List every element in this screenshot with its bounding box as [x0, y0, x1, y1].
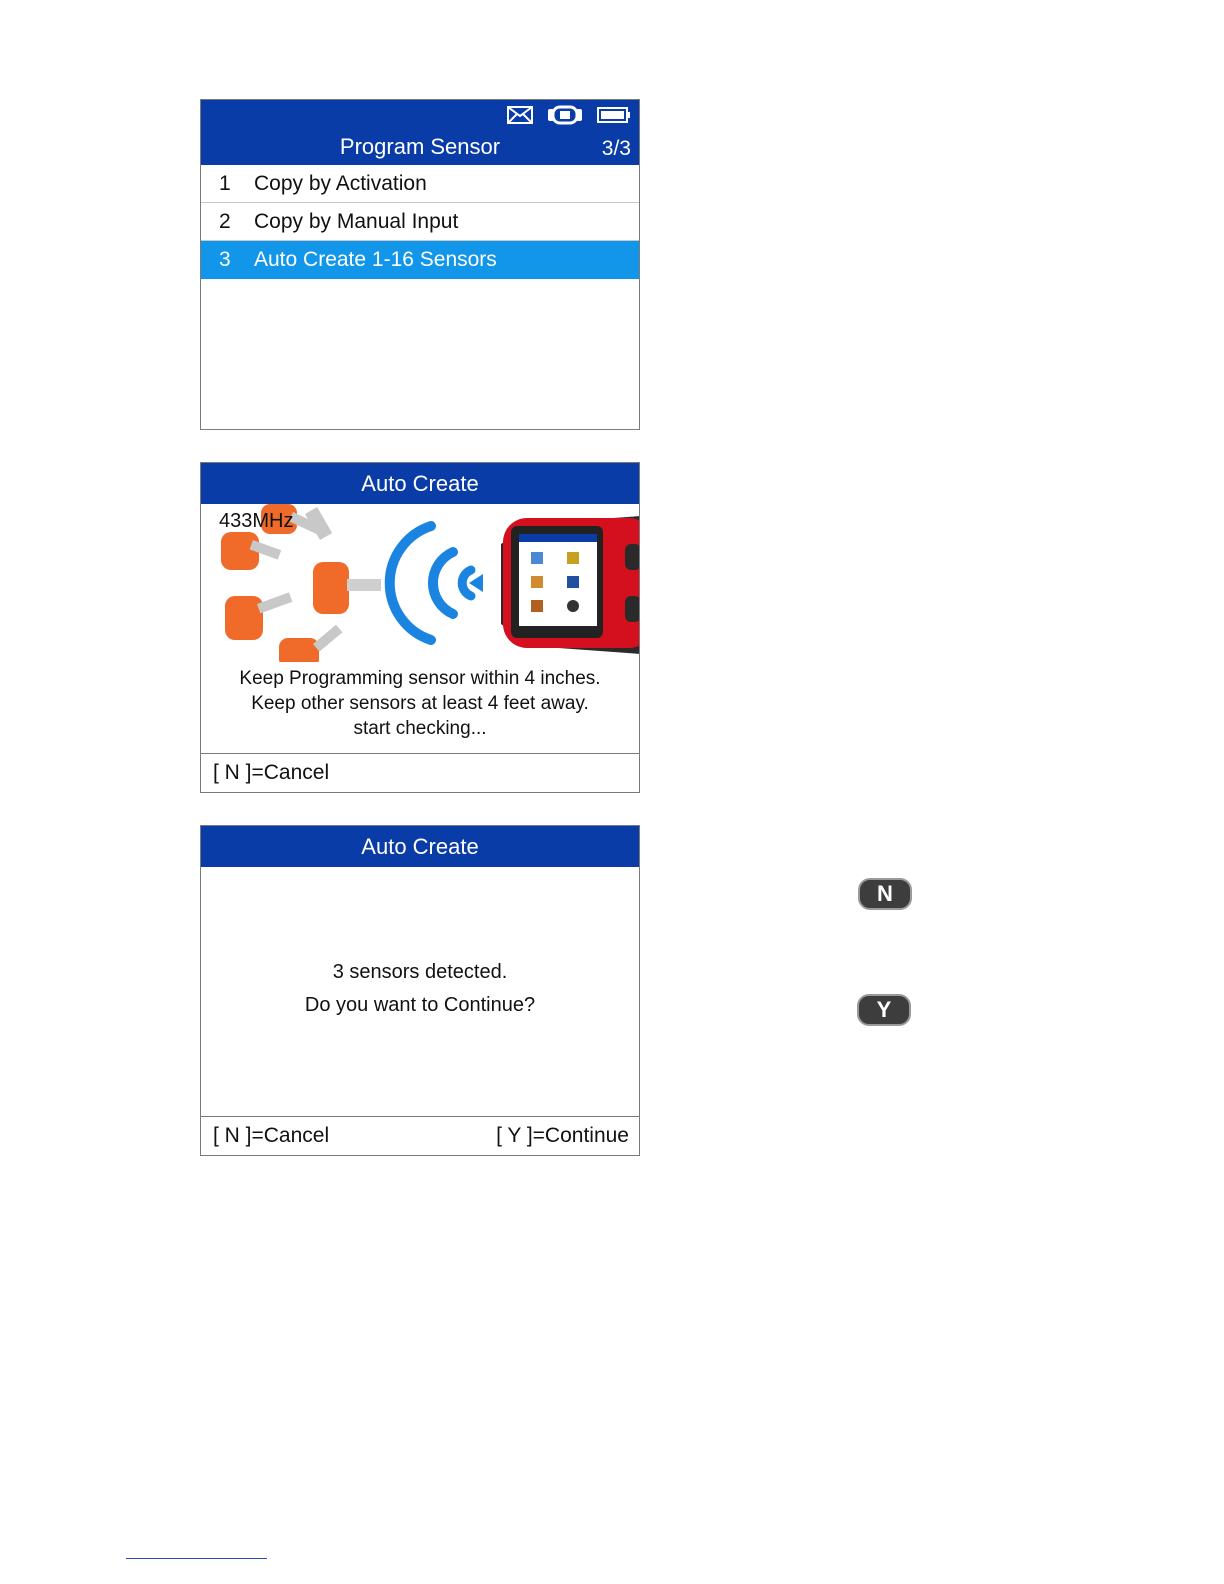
instruction-line: Keep Programming sensor within 4 inches.: [239, 668, 601, 689]
tpms-sensor-icon: [225, 592, 292, 640]
footer-bar: [201, 753, 639, 792]
wireless-signal-icon: [390, 526, 483, 640]
tpms-sensor-icon: [221, 532, 281, 570]
footnote-divider: [126, 1558, 267, 1559]
vehicle-icon: [547, 105, 583, 125]
message-line: 3 sensors detected.: [332, 961, 508, 983]
item-number: 3: [219, 248, 231, 271]
footer-bar: [201, 1116, 639, 1155]
title-bar: [201, 463, 639, 504]
battery-icon: [597, 106, 631, 124]
detection-message: [201, 961, 639, 1017]
item-label: Auto Create 1-16 Sensors: [254, 248, 497, 271]
tpms-sensor-icon: [313, 562, 381, 614]
item-label: Copy by Manual Input: [254, 210, 459, 233]
title-bar: [201, 100, 639, 165]
auto-create-checking-screen: [200, 462, 640, 793]
page-counter: 3/3: [601, 137, 631, 160]
tpms-tool-icon: [501, 516, 639, 654]
auto-create-detected-screen: [200, 825, 640, 1156]
illustration: [201, 504, 639, 662]
screen-title: Auto Create: [361, 834, 479, 859]
screen-title: Auto Create: [361, 471, 479, 496]
cancel-hint: [ N ]=Cancel: [213, 1124, 330, 1147]
menu-item-auto-create[interactable]: [201, 241, 639, 279]
item-number: 2: [219, 210, 231, 233]
program-sensor-screen: [200, 99, 640, 430]
instruction-line: Keep other sensors at least 4 feet away.: [251, 693, 589, 714]
y-key-button[interactable]: Y: [857, 994, 911, 1026]
instructions: [201, 666, 639, 741]
screen-title: Program Sensor: [339, 134, 501, 159]
menu-item-copy-by-activation[interactable]: [201, 165, 639, 203]
status-icons: [507, 105, 631, 125]
menu-item-copy-by-manual-input[interactable]: [201, 203, 639, 241]
tpms-sensor-icon: [279, 625, 342, 662]
item-number: 1: [219, 172, 231, 195]
instruction-line: start checking...: [353, 718, 487, 739]
item-label: Copy by Activation: [254, 172, 427, 195]
title-bar: [201, 826, 639, 867]
n-key-button[interactable]: N: [858, 878, 912, 910]
cancel-hint: [ N ]=Cancel: [213, 761, 330, 784]
message-line: Do you want to Continue?: [304, 994, 536, 1016]
continue-hint: [ Y ]=Continue: [496, 1124, 629, 1147]
mail-icon: [507, 106, 533, 124]
frequency-label: 433MHz: [219, 510, 294, 532]
